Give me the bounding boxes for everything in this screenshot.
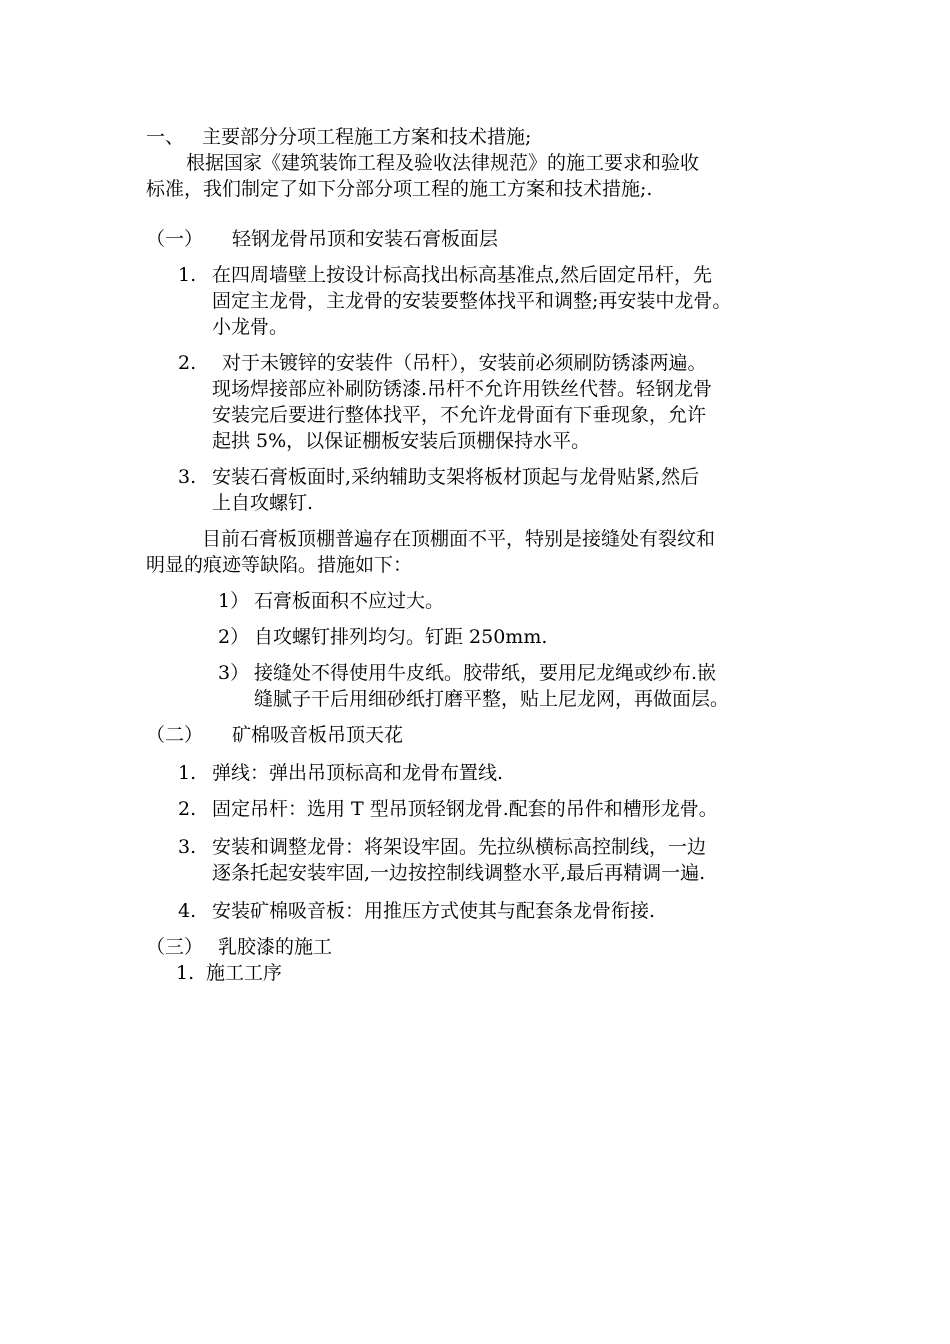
measure-line: 缝腻子干后用细砂纸打磨平整，贴上尼龙网，再做面层。 [254,688,730,710]
measure-line: 石膏板面积不应过大。 [254,590,445,612]
list-item-line: 安装矿棉吸音板：用推压方式使其与配套条龙骨衔接. [212,900,656,922]
intro-line: 根据国家《建筑装饰工程及验收法律规范》的施工要求和验收 [186,152,700,174]
list-item-number: 1. [176,962,195,984]
measure-number: 3） [218,662,250,684]
list-item-line: 安装和调整龙骨：将架设牢固。先拉纵横标高控制线，一边 [212,836,707,858]
list-item-number: 2. [178,352,197,374]
section-number: （三） [146,936,204,958]
list-item-number: 4. [178,900,197,922]
heading-number: 一、 [146,126,185,148]
list-item-line: 固定主龙骨，主龙骨的安装要整体找平和调整;再安装中龙骨。 [212,290,732,312]
list-item-number: 1. [178,762,197,784]
measure-line: 自攻螺钉排列均匀。钉距 250mm. [254,626,548,648]
list-item-line: 弹线：弹出吊顶标高和龙骨布置线. [212,762,504,784]
list-item-line: 固定吊杆：选用 T 型吊顶轻钢龙骨.配套的吊件和槽形龙骨。 [212,798,718,820]
list-item-line: 在四周墙壁上按设计标高找出标高基准点,然后固定吊杆，先 [212,264,713,286]
list-item-number: 3. [178,466,197,488]
measure-number: 2） [218,626,250,648]
section-title: 轻钢龙骨吊顶和安装石膏板面层 [232,228,499,250]
note-line: 明显的痕迹等缺陷。措施如下： [146,554,413,576]
list-item-number: 2. [178,798,197,820]
list-item-line: 安装完后要进行整体找平，不允许龙骨面有下垂现象，允许 [212,404,707,426]
measure-line: 接缝处不得使用牛皮纸。胶带纸，要用尼龙绳或纱布.嵌 [254,662,717,684]
section-number: （一） [146,228,204,250]
list-item-line: 逐条托起安装牢固,一边按控制线调整水平,最后再精调一遍. [212,862,706,884]
list-item-line: 施工工序 [206,962,283,984]
section-title: 乳胶漆的施工 [218,936,333,958]
section-number: （二） [146,724,204,746]
list-item-line: 对于未镀锌的安装件（吊杆），安装前必须刷防锈漆两遍。 [222,352,707,374]
list-item-line: 现场焊接部应补刷防锈漆.吊杆不允许用铁丝代替。轻钢龙骨 [212,378,713,400]
list-item-line: 安装石膏板面时,采纳辅助支架将板材顶起与龙骨贴紧,然后 [212,466,700,488]
section-title: 矿棉吸音板吊顶天花 [232,724,404,746]
list-item-line: 起拱 5%，以保证棚板安装后顶棚保持水平。 [212,430,591,452]
list-item-line: 小龙骨。 [212,316,289,338]
intro-line: 标准，我们制定了如下分部分项工程的施工方案和技术措施;. [146,178,653,200]
list-item-line: 上自攻螺钉. [212,492,314,514]
list-item-number: 3. [178,836,197,858]
list-item-number: 1. [178,264,197,286]
measure-number: 1） [218,590,250,612]
heading-title: 主要部分分项工程施工方案和技术措施; [202,126,532,148]
note-line: 目前石膏板顶棚普遍存在顶棚面不平，特别是接缝处有裂纹和 [202,528,716,550]
